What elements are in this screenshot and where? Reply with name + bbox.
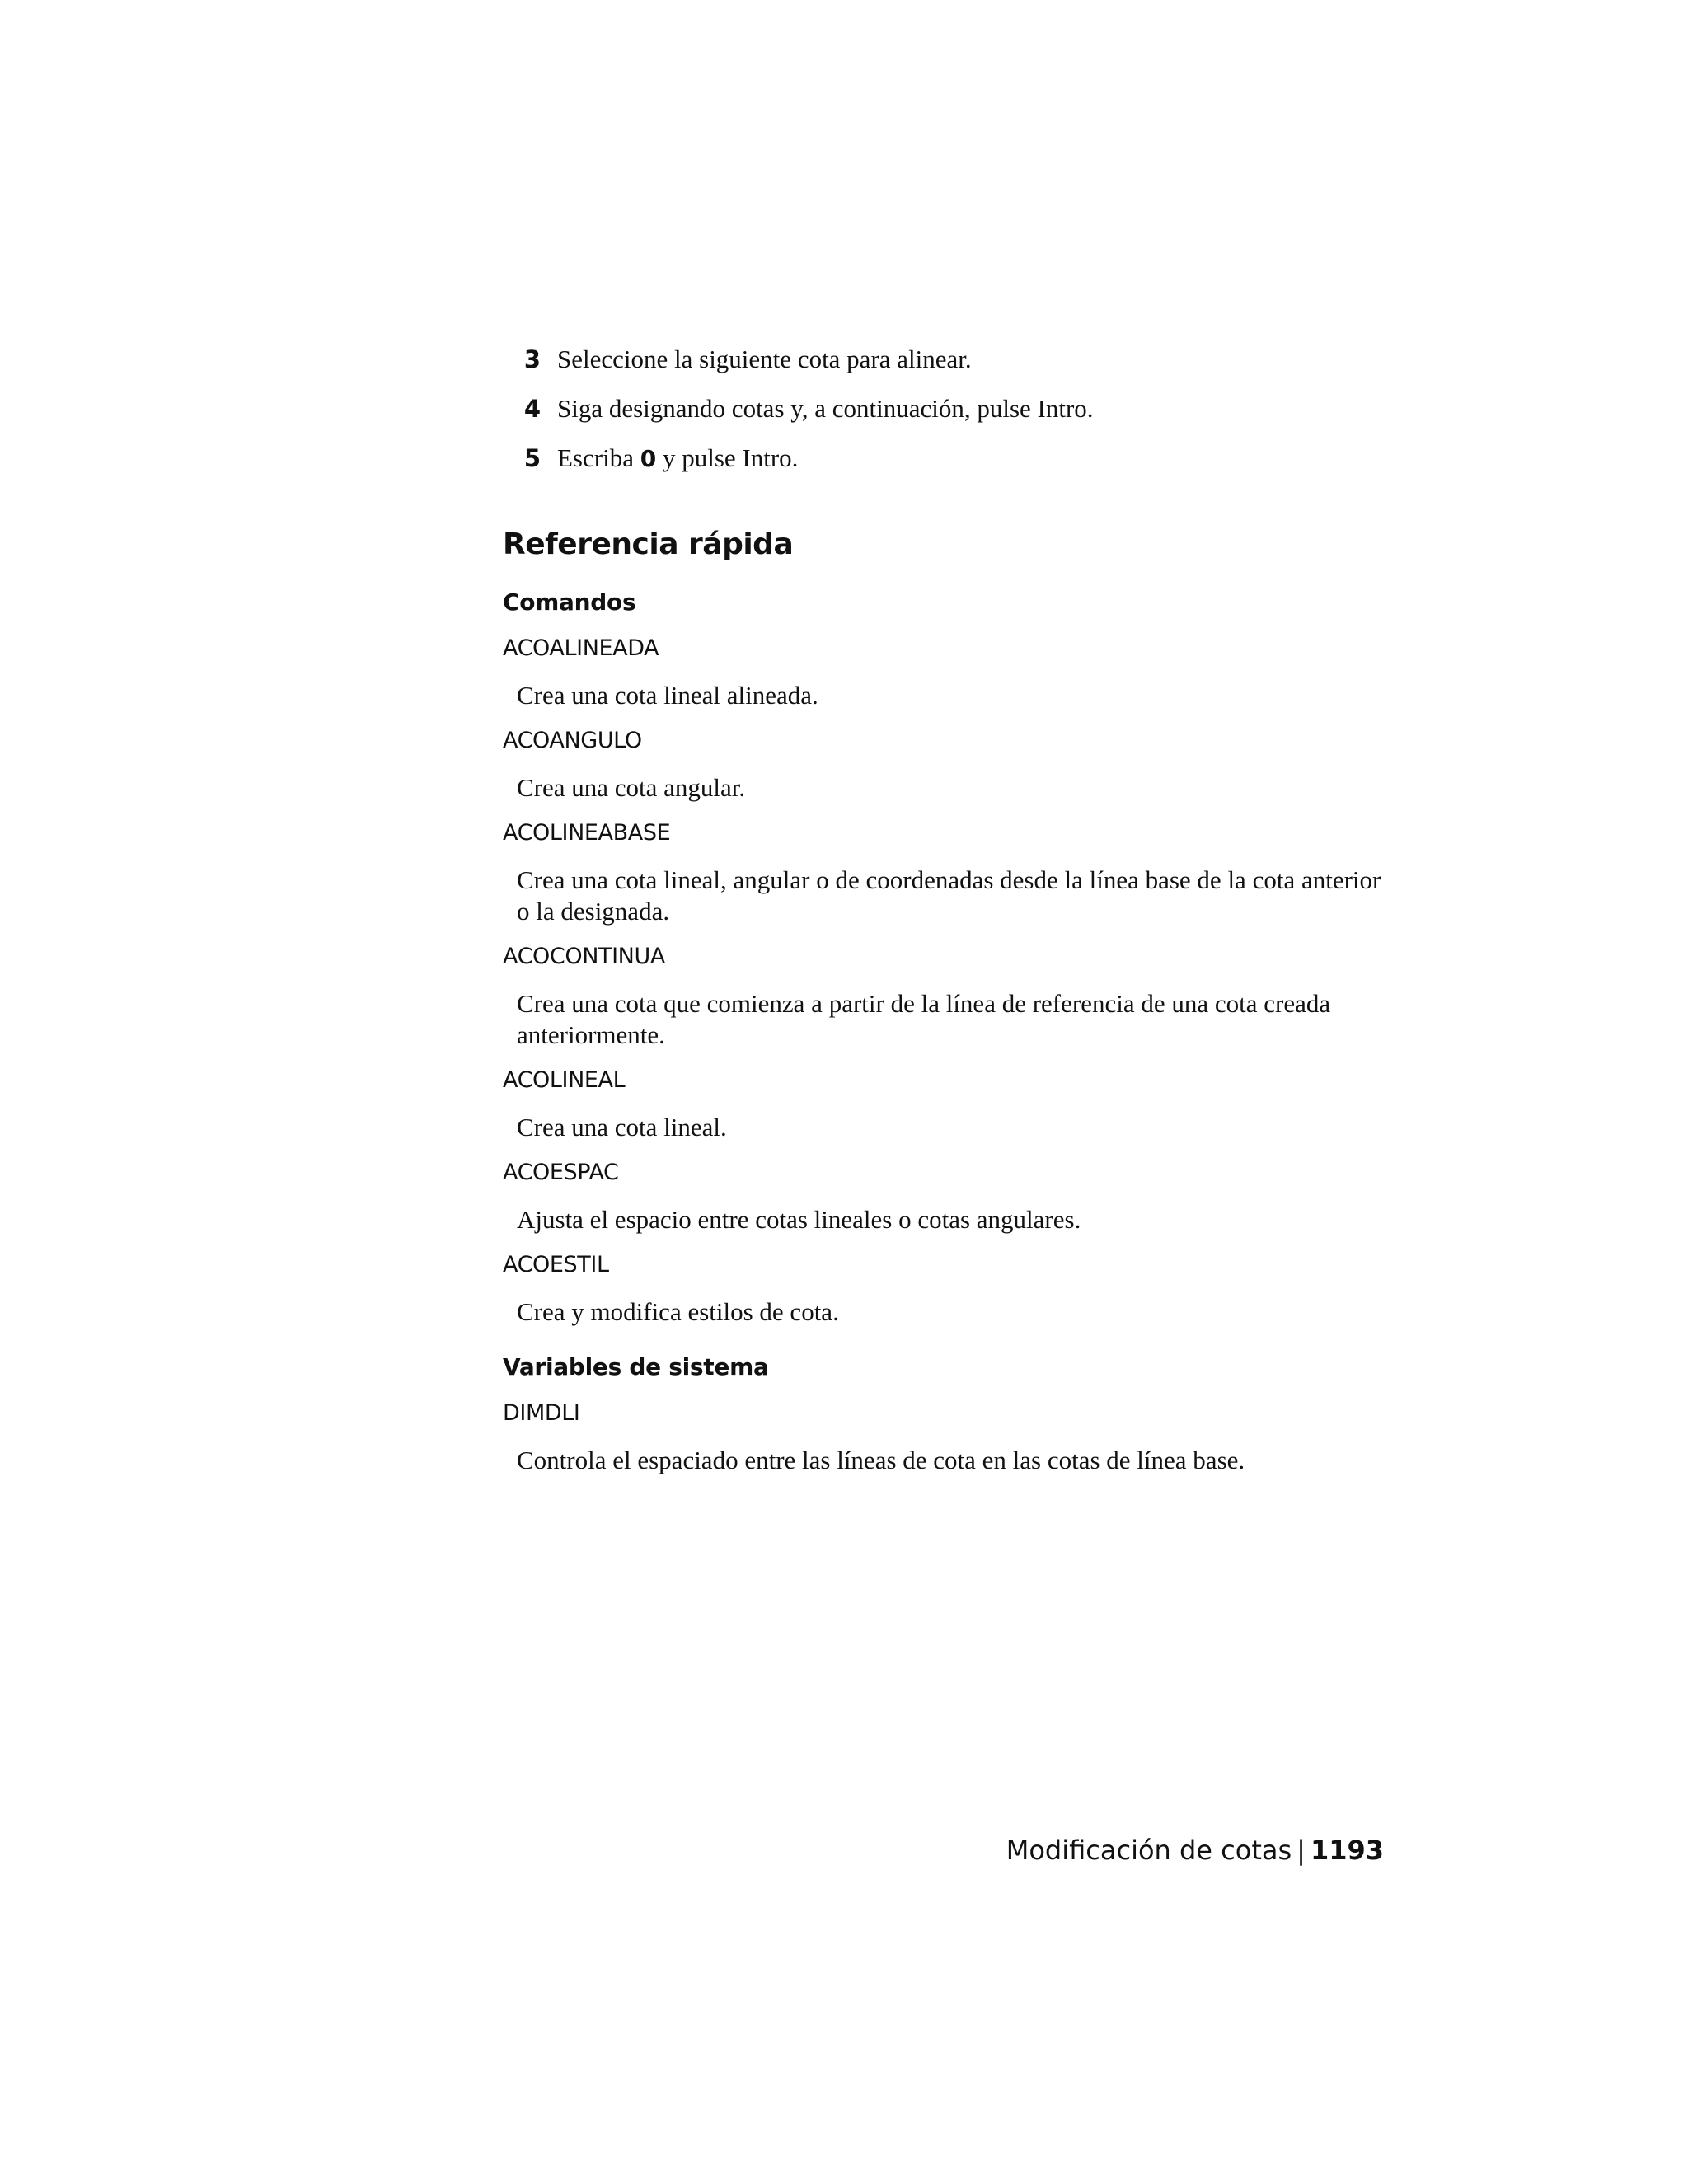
step-text: Seleccione la siguiente cota para alinear.: [557, 344, 972, 373]
command-name: ACOANGULO: [503, 728, 642, 753]
command-name: ACOALINEADA: [503, 635, 659, 661]
step-text-before: Escriba: [557, 443, 640, 472]
command-name: ACOESPAC: [503, 1160, 619, 1185]
step-number: 3: [523, 345, 541, 373]
command-description: Crea una cota angular.: [517, 773, 746, 802]
step-item: [503, 392, 1385, 425]
system-variables-heading: Variables de sistema: [503, 1353, 769, 1380]
command-description: Crea una cota que comienza a partir de la línea de referencia de una cota creada anteriormente.: [517, 989, 1331, 1049]
command-name: ACOLINEABASE: [503, 820, 671, 846]
step-item: [503, 442, 1385, 476]
step-number: 5: [523, 444, 541, 472]
command-description: Ajusta el espacio entre cotas lineales o cotas angulares.: [517, 1205, 1081, 1234]
page-footer: [1006, 1834, 1384, 1867]
quick-reference-heading: Referencia rápida: [503, 527, 794, 561]
step-list: [503, 343, 1385, 476]
page-number: 1193: [1310, 1835, 1384, 1866]
step-number: 4: [523, 395, 541, 423]
step-text: [557, 442, 798, 476]
command-description: Crea una cota lineal, angular o de coordenadas desde la línea base de la cota anterior o la designada.: [517, 865, 1381, 926]
step-text-after: y pulse Intro.: [656, 443, 799, 472]
footer-section-title: Modificación de cotas: [1006, 1835, 1292, 1866]
command-description: Crea una cota lineal.: [517, 1113, 727, 1141]
footer-separator: |: [1296, 1835, 1306, 1866]
sysvar-name: DIMDLI: [503, 1400, 580, 1426]
command-description: Crea una cota lineal alineada.: [517, 681, 818, 710]
commands-heading: Comandos: [503, 588, 636, 616]
command-name: ACOLINEAL: [503, 1067, 626, 1093]
sysvar-description: Controla el espaciado entre las líneas de cota en las cotas de línea base.: [517, 1446, 1245, 1474]
command-name: ACOESTIL: [503, 1252, 609, 1277]
step-text-bold-value: 0: [640, 445, 657, 472]
step-text: Siga designando cotas y, a continuación, pulse Intro.: [557, 394, 1094, 423]
step-item: [503, 343, 1385, 376]
page-content: [503, 343, 1385, 1491]
command-description: Crea y modifica estilos de cota.: [517, 1297, 839, 1326]
command-name: ACOCONTINUA: [503, 944, 665, 969]
